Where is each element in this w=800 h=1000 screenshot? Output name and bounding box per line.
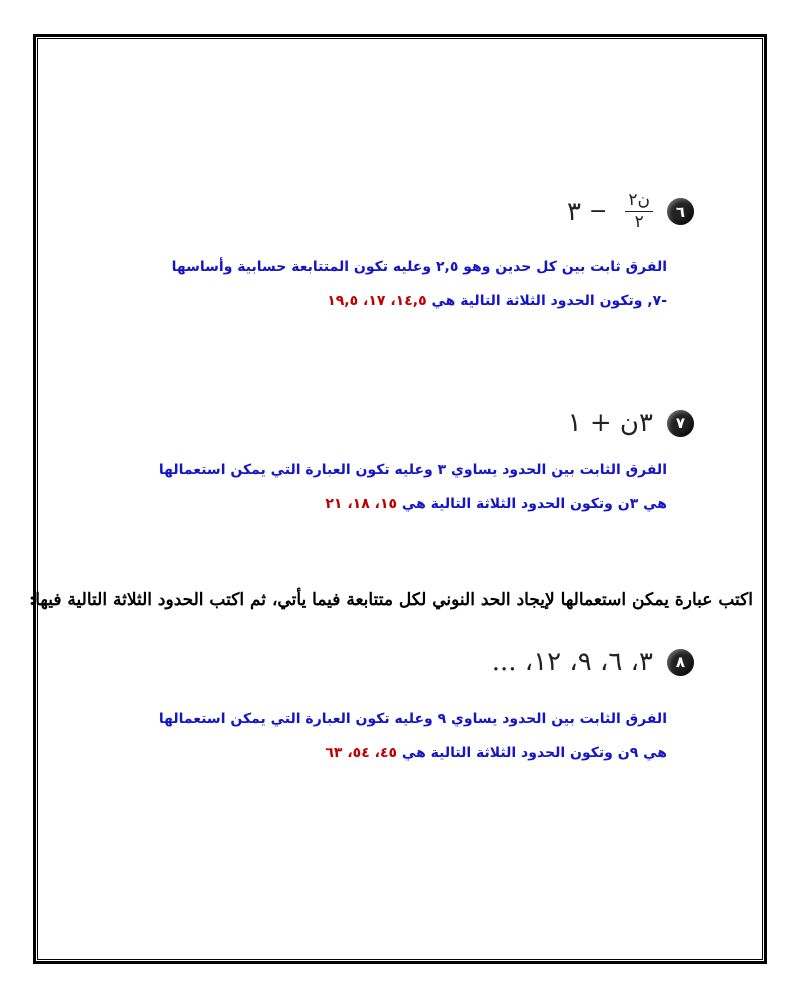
problem-8-sequence: ٣، ٦، ٩، ١٢، ... — [491, 647, 653, 677]
problem-6-denominator: ٢ — [634, 212, 644, 232]
problem-6-numerator: ن٢ — [628, 190, 650, 210]
problem-7-answer-line-1: الفرق الثابت بين الحدود يساوي ٣ وعليه تكون العبارة التي يمكن استعمالها — [158, 462, 667, 478]
problem-7-header — [568, 408, 694, 438]
problem-8-answer-line-1: الفرق الثابت بين الحدود يساوي ٩ وعليه تكون العبارة التي يمكن استعمالها — [158, 711, 667, 727]
problem-6-expression — [567, 192, 653, 231]
problem-6-answer-text: -٧, وتكون الحدود الثلاثة التالية هي — [431, 293, 667, 309]
problem-8-answer-text: هي ٩ن وتكون الحدود الثلاثة التالية هي — [401, 745, 667, 761]
problem-7-answer-line-2 — [107, 487, 667, 521]
problem-6-answer-line-2 — [107, 284, 667, 318]
problem-8-answer-line-2 — [107, 736, 667, 770]
problem-8-next-terms: ٤٥، ٥٤، ٦٣ — [325, 745, 398, 761]
problem-7-number-badge: ٧ — [667, 410, 694, 437]
problem-7-next-terms: ١٥، ١٨، ٢١ — [325, 496, 398, 512]
problem-8-header — [492, 647, 694, 677]
minus-operator: − — [588, 199, 608, 224]
problem-8-answer — [107, 702, 667, 770]
problem-8-number-badge: ٨ — [667, 649, 694, 676]
problem-6-answer — [107, 250, 667, 318]
problem-6-number-badge: ٦ — [667, 198, 694, 225]
problem-6-fraction — [625, 192, 653, 231]
problem-6-constant: ٣ — [566, 196, 581, 227]
problem-7-expression: ٣ن + ١ — [567, 408, 653, 438]
problem-7-answer-text: هي ٣ن وتكون الحدود الثلاثة التالية هي — [401, 496, 667, 512]
problem-7-answer — [107, 453, 667, 521]
problem-6-answer-line-1: الفرق ثابت بين كل حدين وهو ٢,٥ وعليه تكون المتتابعة حسابية وأساسها — [171, 259, 667, 275]
problem-6-next-terms: ١٤,٥، ١٧، ١٩,٥ — [327, 293, 427, 309]
problem-6-header — [567, 192, 694, 231]
section-instruction: اكتب عبارة يمكن استعمالها لإيجاد الحد النوني لكل متتابعة فيما يأتي، ثم اكتب الحدود الثلاثة التالية فيها: — [28, 590, 753, 610]
